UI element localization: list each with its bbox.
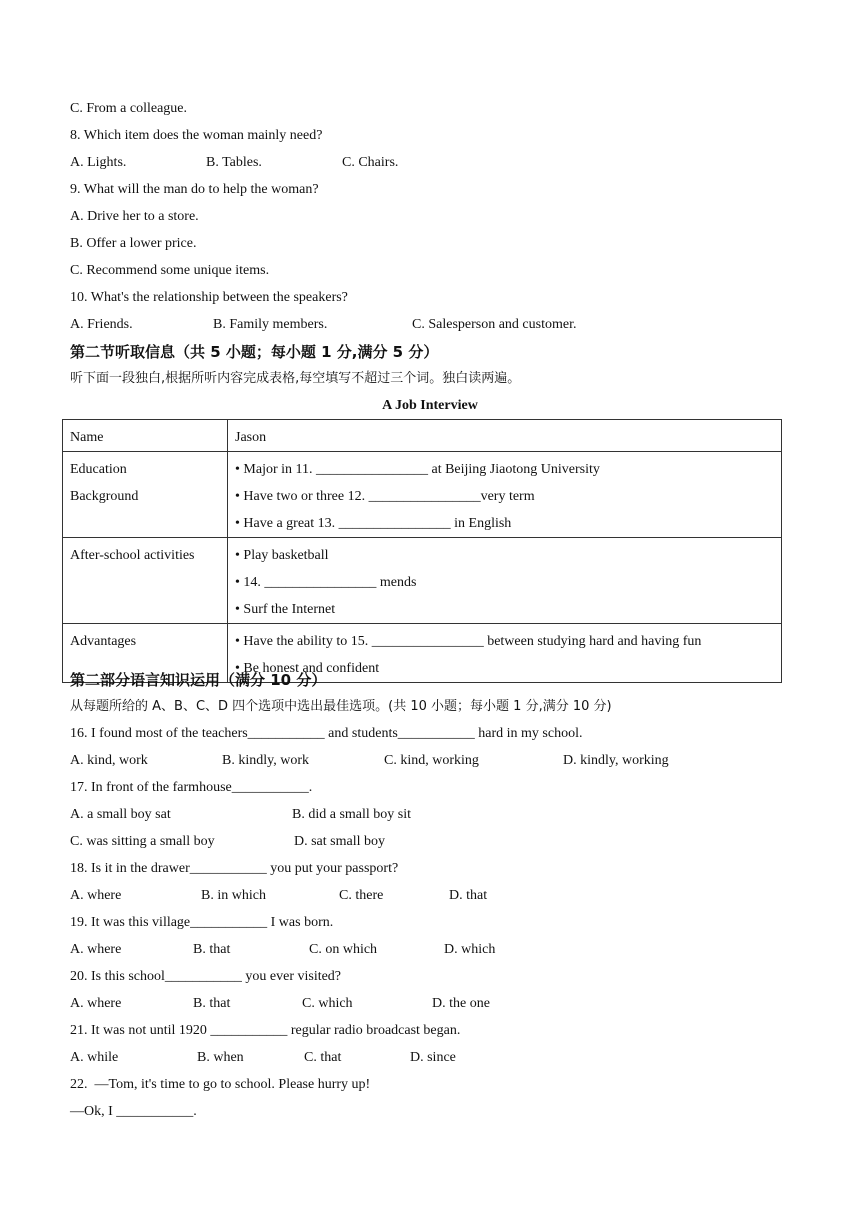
q22-line2: —Ok, I ___________.: [70, 1104, 197, 1119]
q20-option-b: B. that: [193, 996, 231, 1011]
q21-option-a: A. while: [70, 1050, 119, 1065]
q21-option-b: B. when: [197, 1050, 244, 1065]
q19-option-d: D. which: [444, 942, 496, 957]
q19-option-a: A. where: [70, 942, 122, 957]
q20-option-a: A. where: [70, 996, 122, 1011]
q17-option-b: B. did a small boy sit: [292, 807, 411, 822]
q8-option-a: A. Lights.: [70, 155, 127, 170]
q18-option-a: A. where: [70, 888, 122, 903]
q10-option-c: C. Salesperson and customer.: [412, 317, 577, 332]
q19-option-c: C. on which: [309, 942, 378, 957]
q8-option-c: C. Chairs.: [342, 155, 399, 170]
q17-option-c: C. was sitting a small boy: [70, 834, 215, 849]
job-interview-table: [62, 419, 782, 683]
table-row: [63, 538, 782, 624]
q8-question: 8. Which item does the woman mainly need?: [70, 128, 323, 143]
part2-heading: 第二部分语言知识运用（满分 10 分）: [70, 671, 327, 689]
q22-line1: 22. —Tom, it's time to go to school. Please hurry up!: [70, 1077, 371, 1092]
q20-option-c: C. which: [302, 996, 353, 1011]
section2-heading: 第二节听取信息（共 5 小题；每小题 1 分,满分 5 分）: [70, 343, 439, 361]
q19-option-b: B. that: [193, 942, 231, 957]
q17-question: 17. In front of the farmhouse___________.: [70, 780, 313, 795]
section2-instruction: 听下面一段独白,根据所听内容完成表格,每空填写不超过三个词。独白读两遍。: [70, 371, 521, 386]
blank-15-line: • Have the ability to 15. ________________ between studying hard and having fun: [235, 634, 702, 649]
q18-option-d: D. that: [449, 888, 488, 903]
q17-option-d: D. sat small boy: [294, 834, 385, 849]
q18-option-b: B. in which: [201, 888, 266, 903]
q19-question: 19. It was this village___________ I was born.: [70, 915, 334, 930]
blank-11-line: • Major in 11. ________________ at Beijing Jiaotong University: [235, 462, 600, 477]
q18-question: 18. Is it in the drawer___________ you put your passport?: [70, 861, 399, 876]
q16-option-d: D. kindly, working: [563, 753, 669, 768]
q9-question: 9. What will the man do to help the woman?: [70, 182, 319, 197]
q8-option-b: B. Tables.: [206, 155, 262, 170]
row-label-activities: After-school activities: [63, 538, 228, 624]
blank-13-line: • Have a great 13. ________________ in English: [235, 516, 512, 531]
q21-option-d: D. since: [410, 1050, 456, 1065]
part2-instruction: 从每题所给的 A、B、C、D 四个选项中选出最佳选项。(共 10 小题；每小题 1 分,满分 10 分): [70, 699, 612, 714]
q21-question: 21. It was not until 1920 ___________ regular radio broadcast began.: [70, 1023, 461, 1038]
q18-option-c: C. there: [339, 888, 384, 903]
q10-question: 10. What's the relationship between the speakers?: [70, 290, 348, 305]
row-content-education: [228, 452, 782, 538]
q16-option-b: B. kindly, work: [222, 753, 309, 768]
table-row: [63, 420, 782, 452]
blank-14-line: • 14. ________________ mends: [235, 575, 417, 590]
row-label-advantages: Advantages: [63, 624, 228, 683]
q20-question: 20. Is this school___________ you ever visited?: [70, 969, 342, 984]
row-label-education: Education Background: [63, 452, 228, 538]
row-content-activities: • Play basketball • 14. ________________ mends • Surf the Internet: [228, 538, 782, 624]
row-content-advantages: • Have the ability to 15. ________________ between studying hard and having fun • Be honest and confident: [228, 624, 782, 683]
q9-option-a: A. Drive her to a store.: [70, 209, 199, 224]
q9-option-b: B. Offer a lower price.: [70, 236, 197, 251]
row-label-name: Name: [63, 420, 228, 452]
q20-option-d: D. the one: [432, 996, 490, 1011]
q16-question: 16. I found most of the teachers___________ and students___________ hard in my school.: [70, 726, 583, 741]
table-title: A Job Interview: [382, 398, 478, 413]
q16-option-c: C. kind, working: [384, 753, 479, 768]
q7-option-c: C. From a colleague.: [70, 101, 188, 116]
q21-option-c: C. that: [304, 1050, 342, 1065]
blank-12-line: • Have two or three 12. ________________very term: [235, 489, 535, 504]
q10-option-b: B. Family members.: [213, 317, 328, 332]
table-row: [63, 452, 782, 538]
q16-option-a: A. kind, work: [70, 753, 148, 768]
q9-option-c: C. Recommend some unique items.: [70, 263, 270, 278]
row-content-name: Jason: [228, 420, 782, 452]
q17-option-a: A. a small boy sat: [70, 807, 171, 822]
q10-option-a: A. Friends.: [70, 317, 133, 332]
